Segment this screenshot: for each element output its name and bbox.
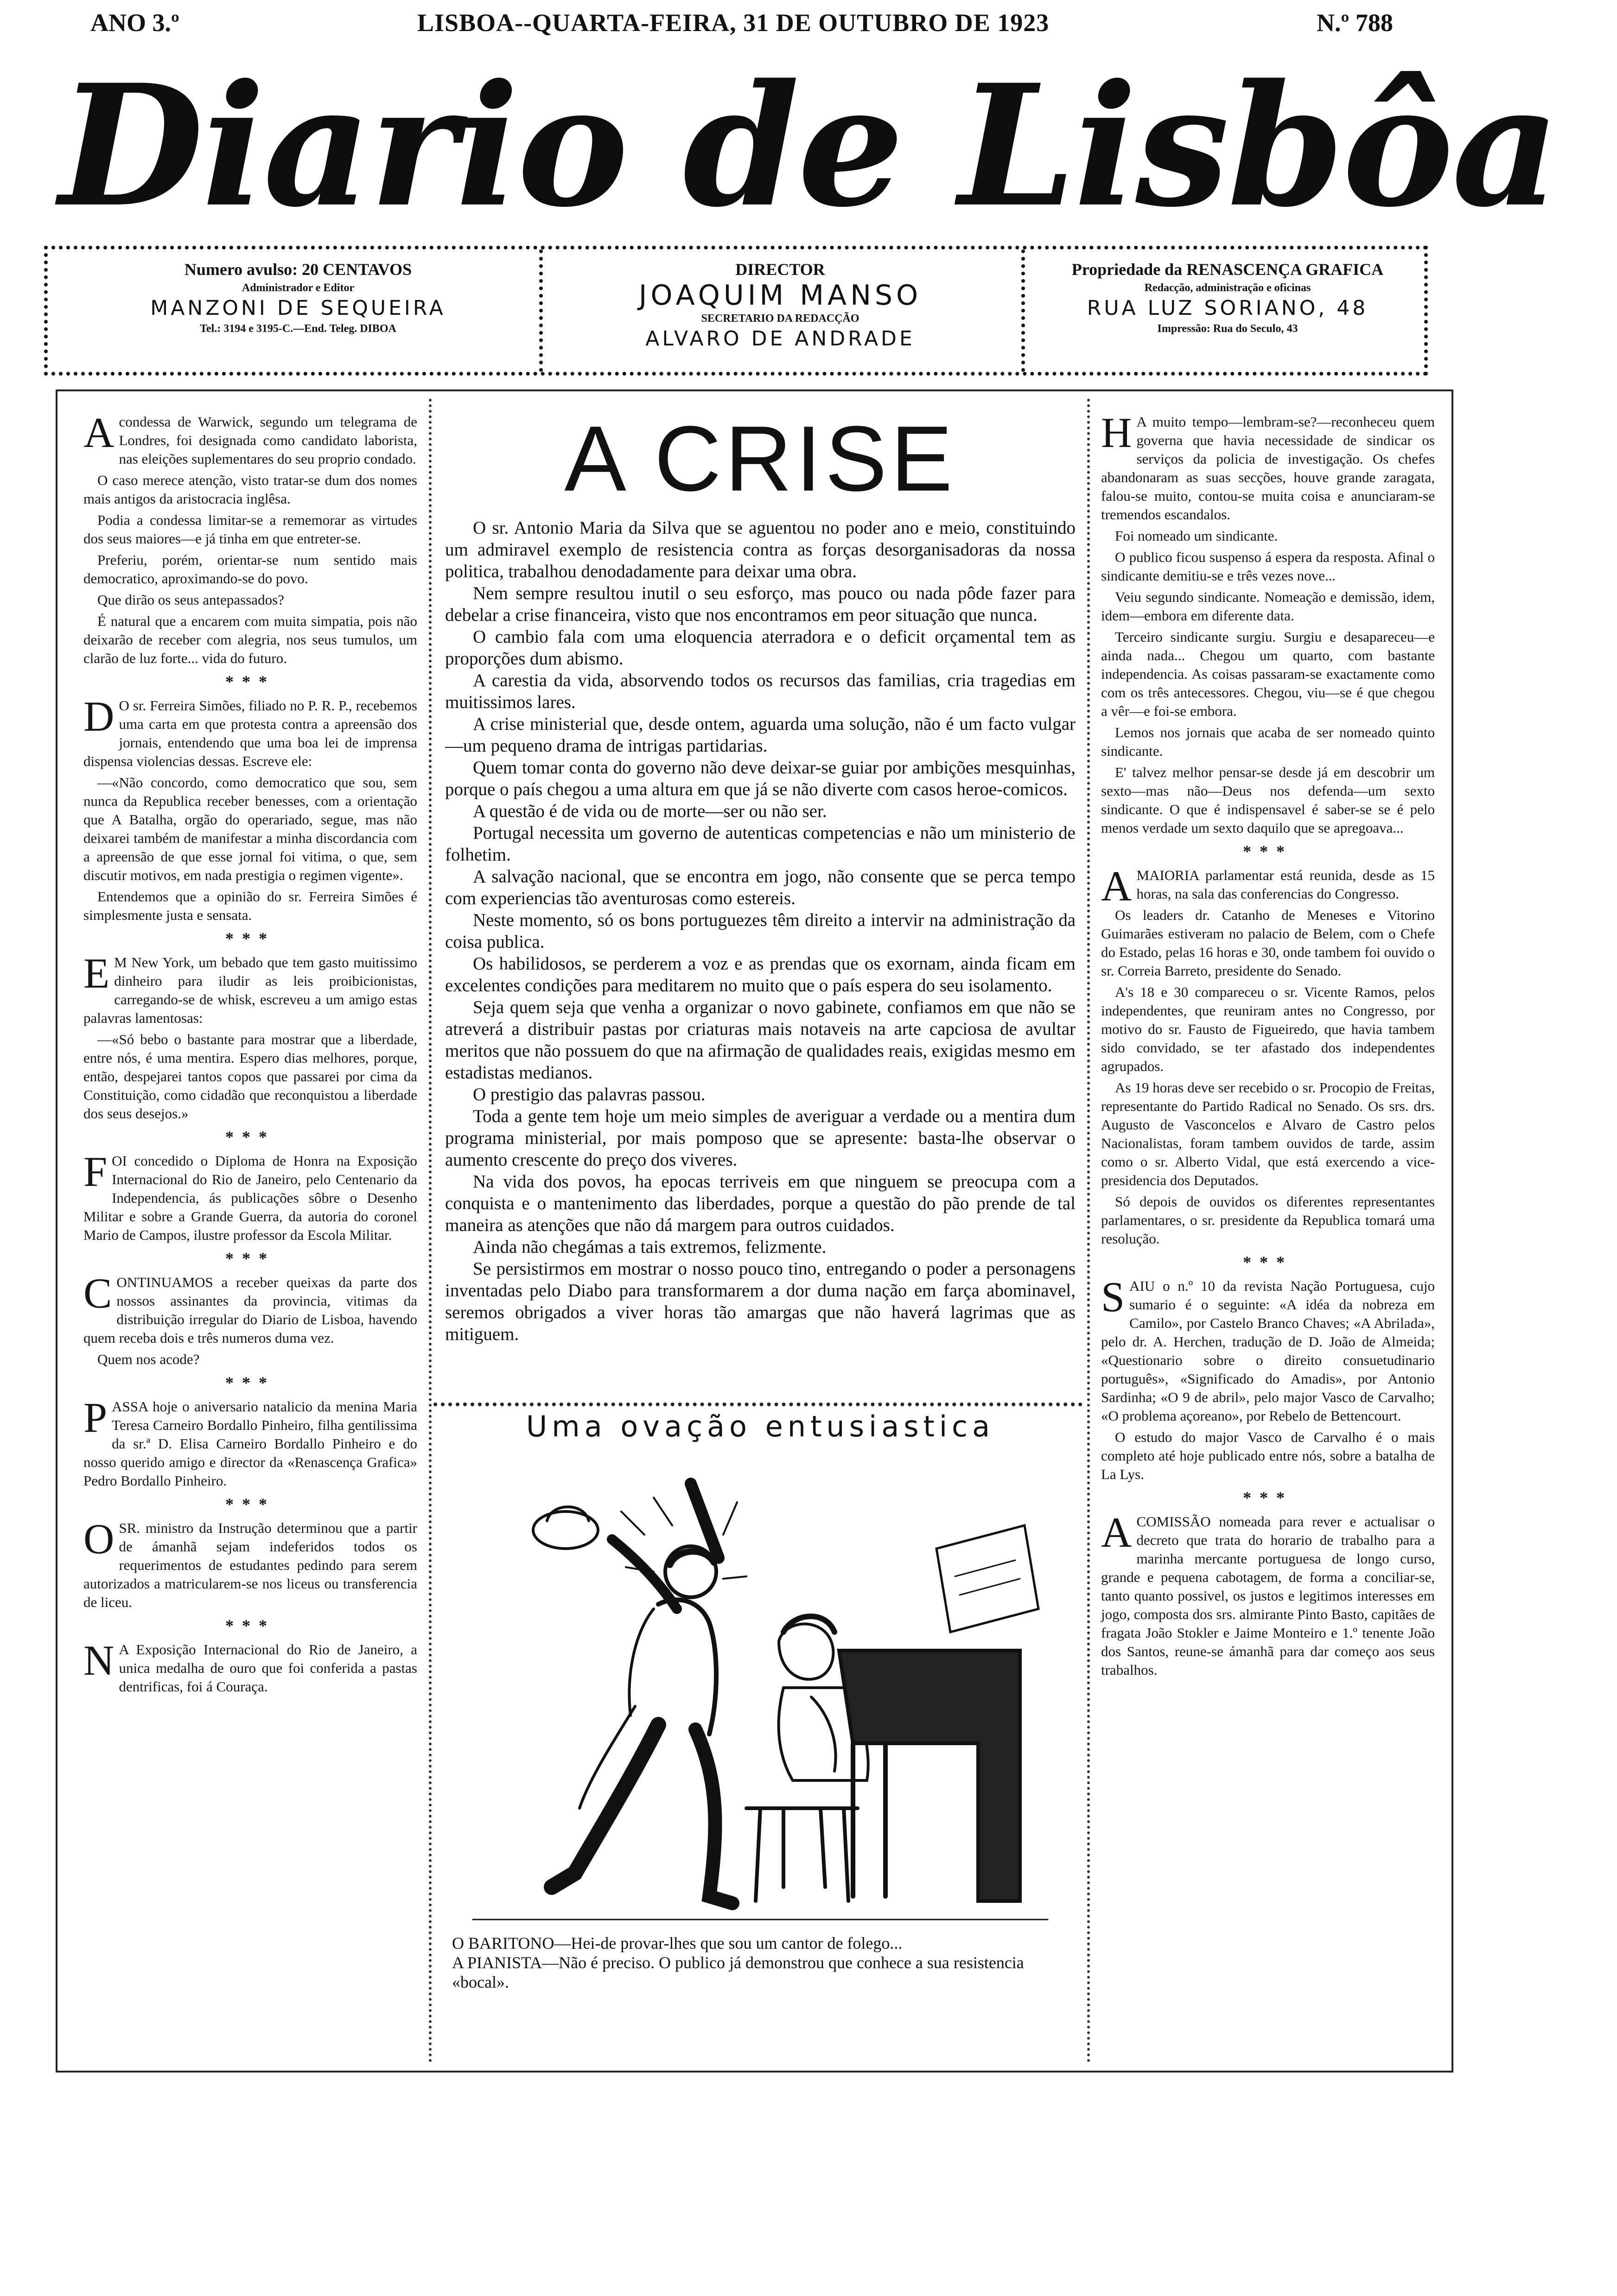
separator-stars: *** xyxy=(1243,842,1293,861)
paragraph: —«Não concordo, como democratico que sou, sem nunca da Republica receber benesses, com a orientação que A Batalha, orgão do operariado, segue, mas não deixarei também de manifestar a minha discordancia com a apreensão de que esse jornal foi vitima, o que, sem discutir motivos, em nada prestigia o regimen vigente». xyxy=(83,774,417,883)
headline: A CRISE xyxy=(564,407,956,510)
separator-stars: *** xyxy=(225,1616,275,1635)
drop-cap: P xyxy=(83,1394,108,1441)
info-band xyxy=(44,246,1428,376)
separator-stars: *** xyxy=(225,929,275,948)
cartoon-caption xyxy=(452,1933,1078,1992)
paragraph: Podia a condessa limitar-se a rememorar as virtudes dos seus maiores—e já tinha em que entreter-se. xyxy=(83,512,417,547)
masthead-title: Diario de Lisbôa xyxy=(59,48,1558,244)
paragraph: É natural que a encarem com muita simpatia, pois não deixarão de receber com alegria, nos seus tumulos, um clarão de luz forte... vida do futuro. xyxy=(83,613,417,666)
paragraph: A carestia da vida, absorvendo todos os recursos das familias, cria tragedias em muitissimos lares. xyxy=(445,670,1076,712)
paragraph: O caso merece atenção, visto tratar-se dum dos nomes mais antigos da aristocracia inglêsa. xyxy=(83,472,417,507)
secretary-name: ALVARO DE ANDRADE xyxy=(645,327,915,351)
article-warwick: Acondessa de Warwick, segundo um telegrama de Londres, foi designada como candidato laborista, nas eleições suplementares do seu proprio condado. xyxy=(83,409,417,467)
article-policia: H A muito tempo—lembram-se?—reconheceu quem governa que havia necessidade de sindicar os serviços da policia de investigação. Os chefes abandonaram as suas secções, houve grande zaragata, falou-se muito, contou-se muita coisa e anunciaram-se tremendos escandalos. xyxy=(1101,409,1435,523)
paragraph: O estudo do major Vasco de Carvalho é o mais completo até hoje publicado entre nós, sobre a batalha de La Lys. xyxy=(1101,1429,1435,1482)
director-name: JOAQUIM MANSO xyxy=(638,279,922,312)
owner-line: Propriedade da RENASCENÇA GRAFICA xyxy=(1071,260,1384,279)
paragraph: Quem nos acode? xyxy=(97,1351,200,1367)
cartoon-top-rule xyxy=(433,1403,1082,1406)
band-divider xyxy=(539,249,543,372)
paragraph: Neste momento, só os bons portuguezes têm direito a intervir na administração da coisa publica. xyxy=(445,910,1076,952)
paragraph: Lemos nos jornais que acaba de ser nomeado quinto sindicante. xyxy=(1101,724,1435,759)
paragraph: Preferiu, porém, orientar-se num sentido mais democratico, aproximando-se do povo. xyxy=(83,552,417,587)
drop-cap: O xyxy=(83,1515,115,1563)
paragraph: A's 18 e 30 compareceu o sr. Vicente Ramos, pelos independentes, que reuniram antes no Congresso, por motivo do sr. Fausto de Figueiredo, que havia tambem sido convidado, se ter afastado dos independentes agrupados. xyxy=(1101,984,1435,1074)
paragraph: Que dirão os seus antepassados? xyxy=(97,592,284,608)
separator-stars: *** xyxy=(225,1495,275,1513)
column-rule xyxy=(429,399,432,2063)
paragraph: A questão é de vida ou de morte—ser ou não ser. xyxy=(473,801,827,821)
separator-stars: *** xyxy=(225,1373,275,1392)
paragraph: O cambio fala com uma eloquencia aterradora e o deficit orçamental tem as proporções dum abismo. xyxy=(445,627,1076,669)
paragraph: E' talvez melhor pensar-se desde já em descobrir um sexto—mas não—Deus nos defenda—um sexto sindicante. O que é indispensavel é saber-se se é pelo menos verdade um sexto daquilo que se apregoava... xyxy=(1101,764,1435,836)
paragraph: Quem tomar conta do governo não deve deixar-se guiar por ambições mesquinhas, porque o país chegou a uma altura em que já se não diverte com casos heroe-comicos. xyxy=(445,758,1076,799)
drop-cap: S xyxy=(1101,1273,1125,1320)
drop-cap: A xyxy=(83,409,115,456)
article-queixas: CONTINUAMOS a receber queixas da parte dos nossos assinantes da provincia, vitimas da distribuição irregular do Diario de Lisboa, havendo quem receba dois e três numeros duma vez. xyxy=(83,1269,417,1346)
drop-cap: A xyxy=(1101,1509,1132,1556)
paragraph: Portugal necessita um governo de autenticas competencias e não um ministerio de folhetim. xyxy=(445,823,1076,865)
caption-line: A PIANISTA—Não é preciso. O publico já demonstrou que conhece a sua resistencia «bocal». xyxy=(452,1953,1024,1991)
paragraph: O sr. Antonio Maria da Silva que se aguentou no poder ano e meio, constituindo um admiravel exemplo de resistencia contra as forças desorganisadoras da nossa politica, trabalhou denodadamente para deixar uma obra. xyxy=(445,518,1076,581)
paragraph: Na vida dos povos, ha epocas terriveis em que ninguem se preocupa com a conquista e o mantenimento das liberdades, porque a questão do pão prende de tal maneira as atenções que não dá margem para outros cuidados. xyxy=(445,1172,1076,1235)
offices-line: Redacção, administração e oficinas xyxy=(1144,282,1311,294)
article-ferreira: D O sr. Ferreira Simões, filiado no P. R. P., recebemos uma carta em que protesta contra a apreensão dos jornais, entendendo que uma boa lei de imprensa dispensa violencias dessas. Escreve ele: xyxy=(83,693,417,769)
drop-cap: E xyxy=(83,950,110,997)
separator-stars: *** xyxy=(1243,1253,1293,1271)
drop-cap: A xyxy=(1101,862,1132,910)
drop-cap: H xyxy=(1101,409,1132,456)
secretary-role: SECRETARIO DA REDACÇÃO xyxy=(701,313,859,325)
article-newyork: E M New York, um bebado que tem gasto muitissimo dinheiro para iludir as leis proibicionistas, carregando-se de whisk, escreveu a um amigo estas palavras lamentosas: xyxy=(83,950,417,1026)
price-label: Numero avulso: 20 CENTAVOS xyxy=(184,260,412,279)
admin-box xyxy=(76,259,521,365)
paragraph: Nem sempre resultou inutil o seu esforço, mas pouco ou nada pôde fazer para debelar a crise financeira, visto que nos encontramos em peor situação que nunca. xyxy=(445,583,1076,625)
column-rule xyxy=(1087,399,1090,2063)
paragraph: As 19 horas deve ser recebido o sr. Procopio de Freitas, representante do Partido Radical no Senado. Os srs. drs. Augusto de Vasconcelos e Alvaro de Castro pelos Nacionalistas, foram tambem ouvidos de tarde, assim como o sr. Alberto Vidal, que está exercendo a vice-presidencia dos Deputados. xyxy=(1101,1079,1435,1188)
drop-cap: C xyxy=(83,1269,112,1317)
director-role: DIRECTOR xyxy=(735,260,825,279)
separator-stars: *** xyxy=(1243,1488,1293,1507)
drop-cap: N xyxy=(83,1637,115,1684)
paragraph: O prestigio das palavras passou. xyxy=(473,1084,706,1104)
separator-stars: *** xyxy=(225,1128,275,1146)
paragraph: O publico ficou suspenso á espera da resposta. Afinal o sindicante demitiu-se e três vezes nove... xyxy=(1101,549,1435,584)
article-maioria: AMAIORIA parlamentar está reunida, desde as 15 horas, na sala das conferencias do Congresso. xyxy=(1101,862,1435,910)
paragraph: Foi nomeado um sindicante. xyxy=(1115,528,1278,544)
drop-cap: D xyxy=(83,693,115,740)
cartoon-illustration xyxy=(459,1456,1062,1929)
admin-role: Administrador e Editor xyxy=(242,282,355,294)
print-line: Impressão: Rua do Seculo, 43 xyxy=(1157,323,1298,335)
paragraph: Entendemos que a opinião do sr. Ferreira Simões é simplesmente justa e sensata. xyxy=(83,888,417,923)
right-column xyxy=(1101,409,1435,1682)
address-line: RUA LUZ SORIANO, 48 xyxy=(1087,296,1369,320)
center-column xyxy=(445,407,1076,1345)
cartoon-title: Uma ovação entusiastica xyxy=(526,1409,995,1443)
year-label: ANO 3.º xyxy=(90,9,179,37)
separator-stars: *** xyxy=(225,1249,275,1268)
dateline: LISBOA--QUARTA-FEIRA, 31 DE OUTUBRO DE 1923 xyxy=(417,9,1050,37)
left-column xyxy=(83,409,417,1699)
article-comissao: ACOMISSÃO nomeada para rever e actualisar o decreto que trata do horario de trabalho para a marinha mercante portuguesa de longo curso, grande e pequena cabotagem, de forma a conciliar-se, tanto quanto possivel, os justos e legitimos interesses em jogo, composta dos srs. almirante Pinto Basto, capitães de fragata João Stokler e Jaime Monteiro e 1.º tenente João dos Santos, reune-se ámanhã para dar começo aos seus trabalhos. xyxy=(1101,1509,1435,1678)
paragraph: Só depois de ouvidos os diferentes representantes parlamentares, o sr. presidente da Republica tomará uma resolução. xyxy=(1101,1193,1435,1247)
caption-line: O BARITONO—Hei-de provar-lhes que sou um cantor de folego... xyxy=(452,1934,903,1952)
article-diploma: FOI concedido o Diploma de Honra na Exposição Internacional do Rio de Janeiro, pelo Centenario da Independencia, ás publicações sôbre o Desenho Militar e sobre a Grande Guerra, da autoria do coronel Mario de Campos, ilustre professor da Escola Militar. xyxy=(83,1148,417,1243)
paragraph: Seja quem seja que venha a organizar o novo gabinete, confiamos em que não se atreverá a distribuir pastas por criaturas mais notaveis na arte capciosa de avultar meritos que não possuem do que na afirmação de qualidades reais, exigidas mesmo em estadistas medianos. xyxy=(445,997,1076,1083)
paragraph: Os leaders dr. Catanho de Meneses e Vitorino Guimarães estiveram no palacio de Belem, com o Chefe do Estado, pelas 16 horas e 30, onde tambem foi ouvido o sr. Correia Barreto, presidente do Senado. xyxy=(1101,907,1435,979)
paragraph: Se persistirmos em mostrar o nosso pouco tino, entregando o poder a personagens inventadas pelo Diabo para transformarem a dor duma nação em farça abominavel, seremos obrigados a viver horas tão amargas que não haverá lagrimas que as mitiguem. xyxy=(445,1259,1076,1344)
issue-number: N.º 788 xyxy=(1317,9,1393,37)
owner-box xyxy=(1035,259,1420,365)
band-divider xyxy=(1021,249,1025,372)
paragraph: Terceiro sindicante surgiu. Surgiu e desapareceu—e ainda nada... Chegou um quarto, com bastante independencia. As coisas passaram-se exactamente como com os três antecessores. Chegou, viu—se é que chegou a vêr—e foi-se embora. xyxy=(1101,629,1435,719)
article-instrucao: OSR. ministro da Instrução determinou que a partir de ámanhã sejam indeferidos todos os requerimentos de estudantes pedindo para serem autorizados a matricularem-se nos liceus ou transferencia de liceu. xyxy=(83,1515,417,1610)
article-nacao: SAIU o n.º 10 da revista Nação Portuguesa, cujo sumario é o seguinte: «A idéa da nobreza em Camilo», por Castelo Branco Chaves; «A Abrilada», pelo dr. A. Herchen, tradução de D. João de Almeida; «Questionario sobre o direito consuetudinario português», «Significado do Amadis», por Antonio Sardinha; «O 9 de abril», pelo major Vasco de Carvalho; «O problema açoreano», por Rebelo de Bettencourt. xyxy=(1101,1273,1435,1424)
paragraph: Os habilidosos, se perderem a voz e as prendas que os exornam, ainda ficam em excelentes condições para meditarem no muito que o país espera do seu isolamento. xyxy=(445,954,1076,995)
drop-cap: F xyxy=(83,1148,108,1195)
paragraph: A salvação nacional, que se encontra em jogo, não consente que se perca tempo com experiencias tão aventurosas como estereis. xyxy=(445,867,1076,908)
director-box xyxy=(553,259,1007,365)
paragraph: Veiu segundo sindicante. Nomeação e demissão, idem, idem—embora em diferente data. xyxy=(1101,589,1435,624)
telephone-line: Tel.: 3194 e 3195-C.—End. Teleg. DIBOA xyxy=(200,323,396,335)
paragraph: Toda a gente tem hoje um meio simples de averiguar a verdade ou a mentira dum programa ministerial, por mais pomposo que se apresente: basta-lhe observar o aumento crescente do preço dos viveres. xyxy=(445,1106,1076,1170)
paragraph: Ainda não chegámas a tais extremos, felizmente. xyxy=(473,1237,827,1257)
admin-name: MANZONI DE SEQUEIRA xyxy=(150,296,446,320)
article-aniversario: PASSA hoje o aniversario natalicio da menina Maria Teresa Carneiro Bordallo Pinheiro, filha gentilissima da sr.ª D. Elisa Carneiro Bordallo Pinheiro e do nosso querido amigo e director da «Renascença Grafica» Pedro Bordallo Pinheiro. xyxy=(83,1394,417,1489)
paragraph: —«Só bebo o bastante para mostrar que a liberdade, entre nós, é uma mentira. Espero dias melhores, porque, então, despejarei tantos copos que passarei por cima da Constituição, como cidadão que reconquistou a liberdade dos seus desejos.» xyxy=(83,1031,417,1122)
paragraph: A crise ministerial que, desde ontem, aguarda uma solução, não é um facto vulgar—um pequeno drama de intrigas partidarias. xyxy=(445,714,1076,756)
article-exposicao: N A Exposição Internacional do Rio de Janeiro, a unica medalha de ouro que foi conferida a pastas dentrificas, foi á Couraça. xyxy=(83,1637,417,1695)
separator-stars: *** xyxy=(225,672,275,691)
lead-article xyxy=(445,517,1076,1345)
